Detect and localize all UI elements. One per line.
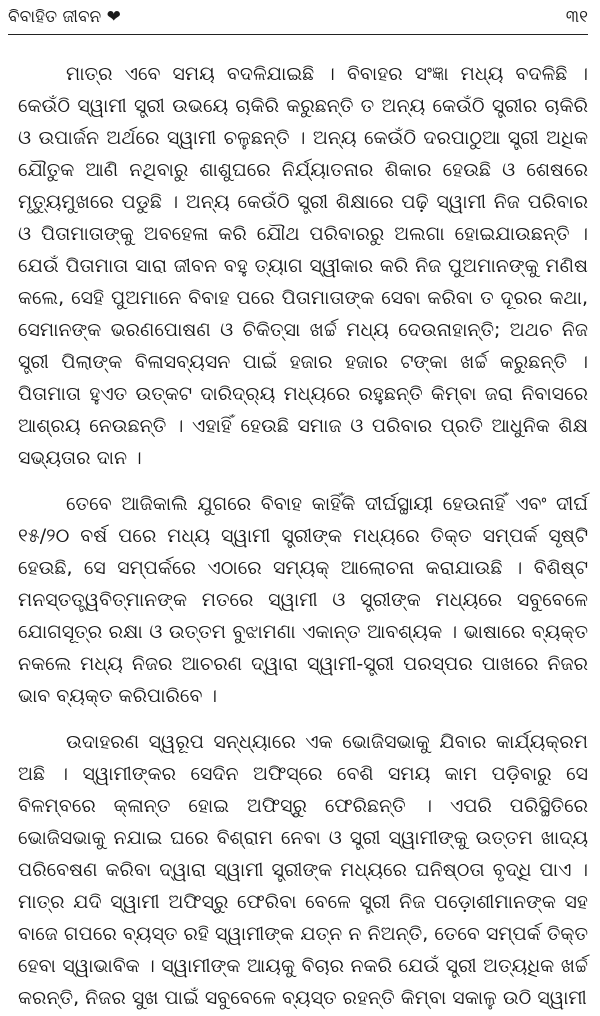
paragraph-3: ଉଦାହରଣ ସ୍ୱରୂପ ସନ୍ଧ୍ୟାରେ ଏକ ଭୋଜିସଭାକୁ ଯିବାର କାର୍ଯ୍ୟକ୍ରମ ଅଛି । ସ୍ୱାମୀଙ୍କର ସେଦିନ ଅଫିସ୍‌ରେ ବେଶି ସମୟ କାମ ପଡ଼ିବାରୁ ସେ ବିଳମ୍ବରେ କ୍ଳାନ୍ତ ହୋଇ ଅଫିସ୍‌ରୁ ଫେରିଛନ୍ତି । ଏପରି ପରିସ୍ଥିତିରେ ଭୋଜିସଭାକୁ ନଯାଇ ଘରେ ବିଶ୍ରାମ ନେବା ଓ ସ୍ତ୍ରୀ ସ୍ୱାମୀଙ୍କୁ ଉତ୍ତମ ଖାଦ୍ୟ ପରିବେଷଣ କରିବା ଦ୍ୱାରା ସ୍ୱାମୀ ସ୍ତ୍ରୀଙ୍କ ମଧ୍ୟରେ ଘନିଷ୍ଠତା ବୃଦ୍ଧି ପାଏ । ମାତ୍ର ଯଦି ସ୍ୱାମୀ ଅଫିସ୍‌ରୁ ଫେରିବା ବେଳେ ସ୍ତ୍ରୀ ନିଜ ପଡ଼ୋଶୀମାନଙ୍କ ସହ ବାଜେ ଗପରେ ବ୍ୟସ୍ତ ରହି ସ୍ୱାମୀଙ୍କ ଯତ୍ନ ନ ନିଅନ୍ତି, ତେବେ ସମ୍ପର୍କ ତିକ୍ତ ହେବା ସ୍ୱାଭାବିକ । ସ୍ୱାମୀଙ୍କ ଆୟକୁ ବିଚାର ନକରି ଯେଉଁ ସ୍ତ୍ରୀ ଅତ୍ୟଧିକ ଖର୍ଚ୍ଚ କରନ୍ତି, ନିଜର ସୁଖ ପାଇଁ ସବୁବେଳେ ବ୍ୟସ୍ତ ରହନ୍ତି କିମ୍ବା ସକାଳୁ ଉଠି ସ୍ୱାମୀ bbox=[18, 731, 588, 1009]
page-header bbox=[8, 0, 588, 35]
paragraph-1: ମାତ୍ର ଏବେ ସମୟ ବଦଳିଯାଇଛି । ବିବାହର ସଂଜ୍ଞା ମଧ୍ୟ ବଦଳିଛି । କେଉଁଠି ସ୍ୱାମୀ ସ୍ତ୍ରୀ ଉଭୟେ ଚାକିରି କରୁଛନ୍ତି ତ ଅନ୍ୟ କେଉଁଠି ସ୍ତ୍ରୀର ଚାକିରି ଓ ଉପାର୍ଜନ ଅର୍ଥରେ ସ୍ୱାମୀ ଚଳୁଛନ୍ତି । ଅନ୍ୟ କେଉଁଠି ଦରପାଠୁଆ ସ୍ତ୍ରୀ ଅଧିକ ଯୌତୁକ ଆଣି ନଥିବାରୁ ଶାଶୁଘରେ ନିର୍ଯ୍ୟାତନାର ଶିକାର ହେଉଛି ଓ ଶେଷରେ ମୃତ୍ୟୁମୁଖରେ ପଡୁଛି । ଅନ୍ୟ କେଉଁଠି ସ୍ତ୍ରୀ ଶିକ୍ଷାରେ ପଢ଼ି ସ୍ୱାମୀ ନିଜ ପରିବାର ଓ ପିତାମାତାଙ୍କୁ ଅବହେଳା କରି ଯୌଥ ପରିବାରରୁ ଅଲଗା ହୋଇଯାଉଛନ୍ତି । ଯେଉଁ ପିତାମାତା ସାରା ଜୀବନ ବହୁ ତ୍ୟାଗ ସ୍ୱୀକାର କରି ନିଜ ପୁଅମାନଙ୍କୁ ମଣିଷ କଲେ, ସେହି ପୁଅମାନେ ବିବାହ ପରେ ପିତାମାତାଙ୍କ ସେବା କରିବା ତ ଦୂରର କଥା, ସେମାନଙ୍କ ଭରଣପୋଷଣ ଓ ଚିକିତ୍ସା ଖର୍ଚ୍ଚ ମଧ୍ୟ ଦେଉନାହାନ୍ତି; ଅଥଚ ନିଜ ସ୍ତ୍ରୀ ପିଲାଙ୍କ ବିଳାସବ୍ୟସନ ପାଇଁ ହଜାର ହଜାର ଟଙ୍କା ଖର୍ଚ୍ଚ କରୁଛନ୍ତି । ପିତାମାତା ହୁଏତ ଉତ୍କଟ ଦାରିଦ୍ର୍ୟ ମଧ୍ୟରେ ରହୁଛନ୍ତି କିମ୍ବା ଜରା ନିବାସରେ ଆଶ୍ରୟ ନେଉଛନ୍ତି । ଏହାହିଁ ହେଉଛି ସମାଜ ଓ ପରିବାର ପ୍ରତି ଆଧୁନିକ ଶିକ୍ଷ ସଭ୍ୟତାର ଦାନ । bbox=[18, 63, 588, 469]
running-title: ବିବାହିତ ଜୀବନ ❤ bbox=[8, 7, 121, 27]
page-number: ୩୧ bbox=[565, 7, 588, 27]
page-body bbox=[18, 58, 588, 1014]
paragraph-2: ତେବେ ଆଜିକାଲି ଯୁଗରେ ବିବାହ କାହିଁକି ଦୀର୍ଘସ୍ଥାୟୀ ହେଉନାହିଁ ଏବଂ ଦୀର୍ଘ ୧୫/୨୦ ବର୍ଷ ପରେ ମଧ୍ୟ ସ୍ୱାମୀ ସ୍ତ୍ରୀଙ୍କ ମଧ୍ୟରେ ତିକ୍ତ ସମ୍ପର୍କ ସୃଷ୍ଟି ହେଉଛି, ସେ ସମ୍ପର୍କରେ ଏଠାରେ ସମ୍ୟକ୍ ଆଲୋଚନା କରାଯାଉଛି । ବିଶିଷ୍ଟ ମନସ୍ତତ୍ତ୍ୱବିତ୍‌ମାନଙ୍କ ମତରେ ସ୍ୱାମୀ ଓ ସ୍ତ୍ରୀଙ୍କ ମଧ୍ୟରେ ସବୁବେଳେ ଯୋଗସୂତ୍ର ରକ୍ଷା ଓ ଉତ୍ତମ ବୁଝାମଣା ଏକାନ୍ତ ଆବଶ୍ୟକ । ଭାଷାରେ ବ୍ୟକ୍ତ ନକଲେ ମଧ୍ୟ ନିଜର ଆଚରଣ ଦ୍ୱାରା ସ୍ୱାମୀ-ସ୍ତ୍ରୀ ପରସ୍ପର ପାଖରେ ନିଜର ଭାବ ବ୍ୟକ୍ତ କରିପାରିବେ । bbox=[18, 493, 588, 707]
